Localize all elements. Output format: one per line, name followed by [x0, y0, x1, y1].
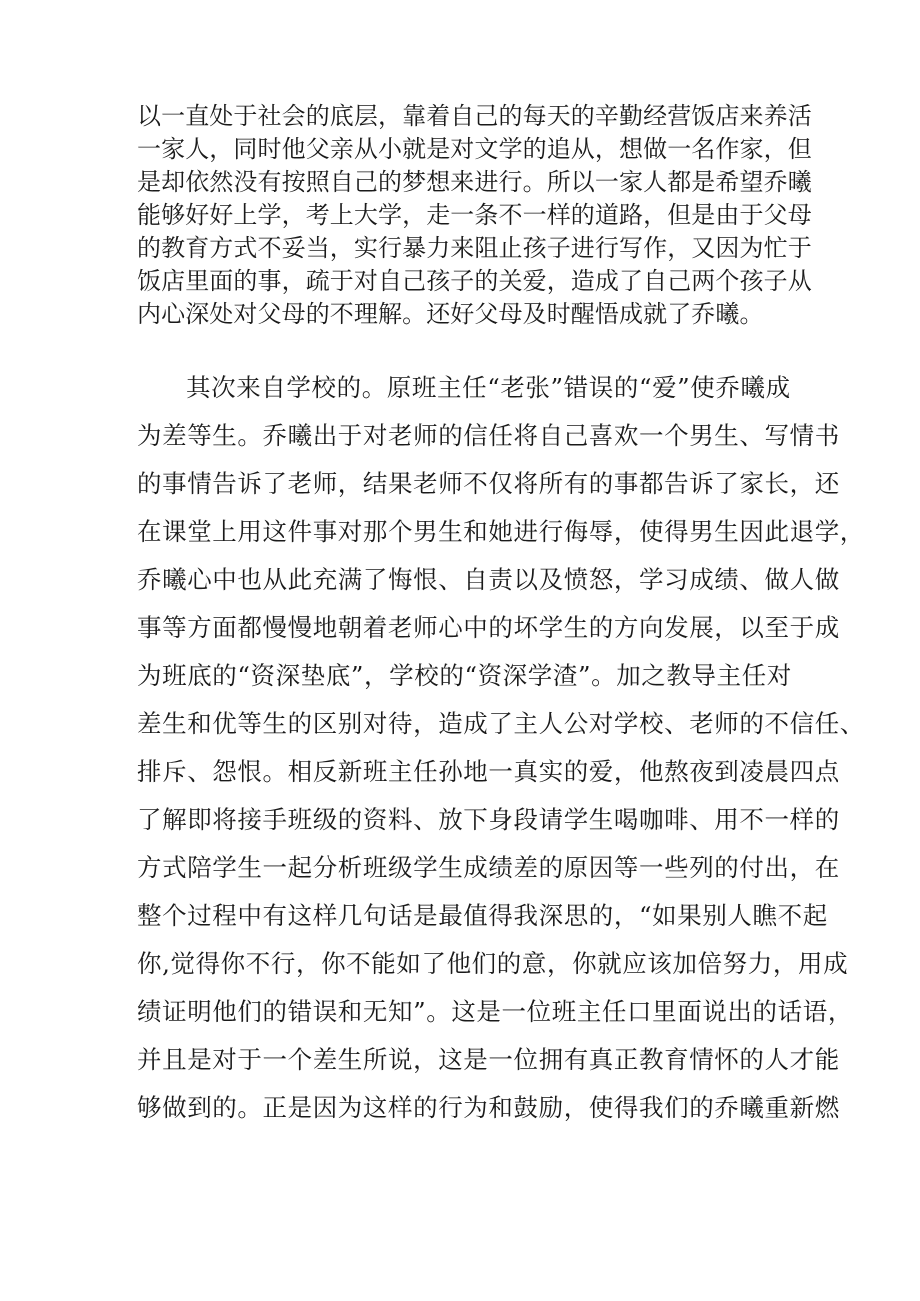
text-line: 以一直处于社会的底层，靠着自己的每天的辛勤经营饭店来养活	[137, 102, 812, 130]
text-line: 饭店里面的事，疏于对自己孩子的关爱，造成了自己两个孩子从	[137, 267, 812, 295]
text-line: 排斥、怨恨。相反新班主任孙地一真实的爱，他熬夜到凌晨四点	[137, 757, 840, 786]
text-line: 绩证明他们的错误和无知”。这是一位班主任口里面说出的话语，	[137, 997, 853, 1026]
text-line: 的事情告诉了老师，结果老师不仅将所有的事都告诉了家长，还	[137, 469, 840, 498]
text-line: 够做到的。正是因为这样的行为和鼓励，使得我们的乔曦重新燃	[137, 1093, 840, 1122]
text-line: 能够好好上学，考上大学，走一条不一样的道路，但是由于父母	[137, 201, 812, 229]
text-line: 内心深处对父母的不理解。还好父母及时醒悟成就了乔曦。	[137, 300, 764, 328]
text-line: 的教育方式不妥当，实行暴力来阻止孩子进行写作，又因为忙于	[137, 234, 812, 262]
text-line: 事等方面都慢慢地朝着老师心中的坏学生的方向发展，以至于成	[137, 613, 840, 642]
text-line: 你,觉得你不行，你不能如了他们的意，你就应该加倍努力，用成	[137, 949, 849, 978]
text-line: 了解即将接手班级的资料、放下身段请学生喝咖啡、用不一样的	[137, 805, 840, 834]
text-line: 并且是对于一个差生所说，这是一位拥有真正教育情怀的人才能	[137, 1045, 840, 1074]
text-line: 乔曦心中也从此充满了悔恨、自责以及愤怒，学习成绩、做人做	[137, 565, 840, 594]
text-line: 为班底的“资深垫底”，学校的“资深学渣”。加之教导主任对	[137, 661, 792, 690]
text-line: 在课堂上用这件事对那个男生和她进行侮辱，使得男生因此退学，	[137, 517, 865, 546]
text-line: 方式陪学生一起分析班级学生成绩差的原因等一些列的付出，在	[137, 853, 840, 882]
text-line: 是却依然没有按照自己的梦想来进行。所以一家人都是希望乔曦	[137, 168, 812, 196]
text-line: 一家人，同时他父亲从小就是对文学的追从，想做一名作家，但	[137, 135, 812, 163]
text-line: 整个过程中有这样几句话是最值得我深思的，“如果别人瞧不起	[137, 901, 828, 930]
text-line: 为差等生。乔曦出于对老师的信任将自己喜欢一个男生、写情书	[137, 421, 840, 450]
text-line: 差生和优等生的区别对待，造成了主人公对学校、老师的不信任、	[137, 709, 865, 738]
text-line: 其次来自学校的。原班主任“老张”错误的“爱”使乔曦成	[186, 373, 791, 402]
